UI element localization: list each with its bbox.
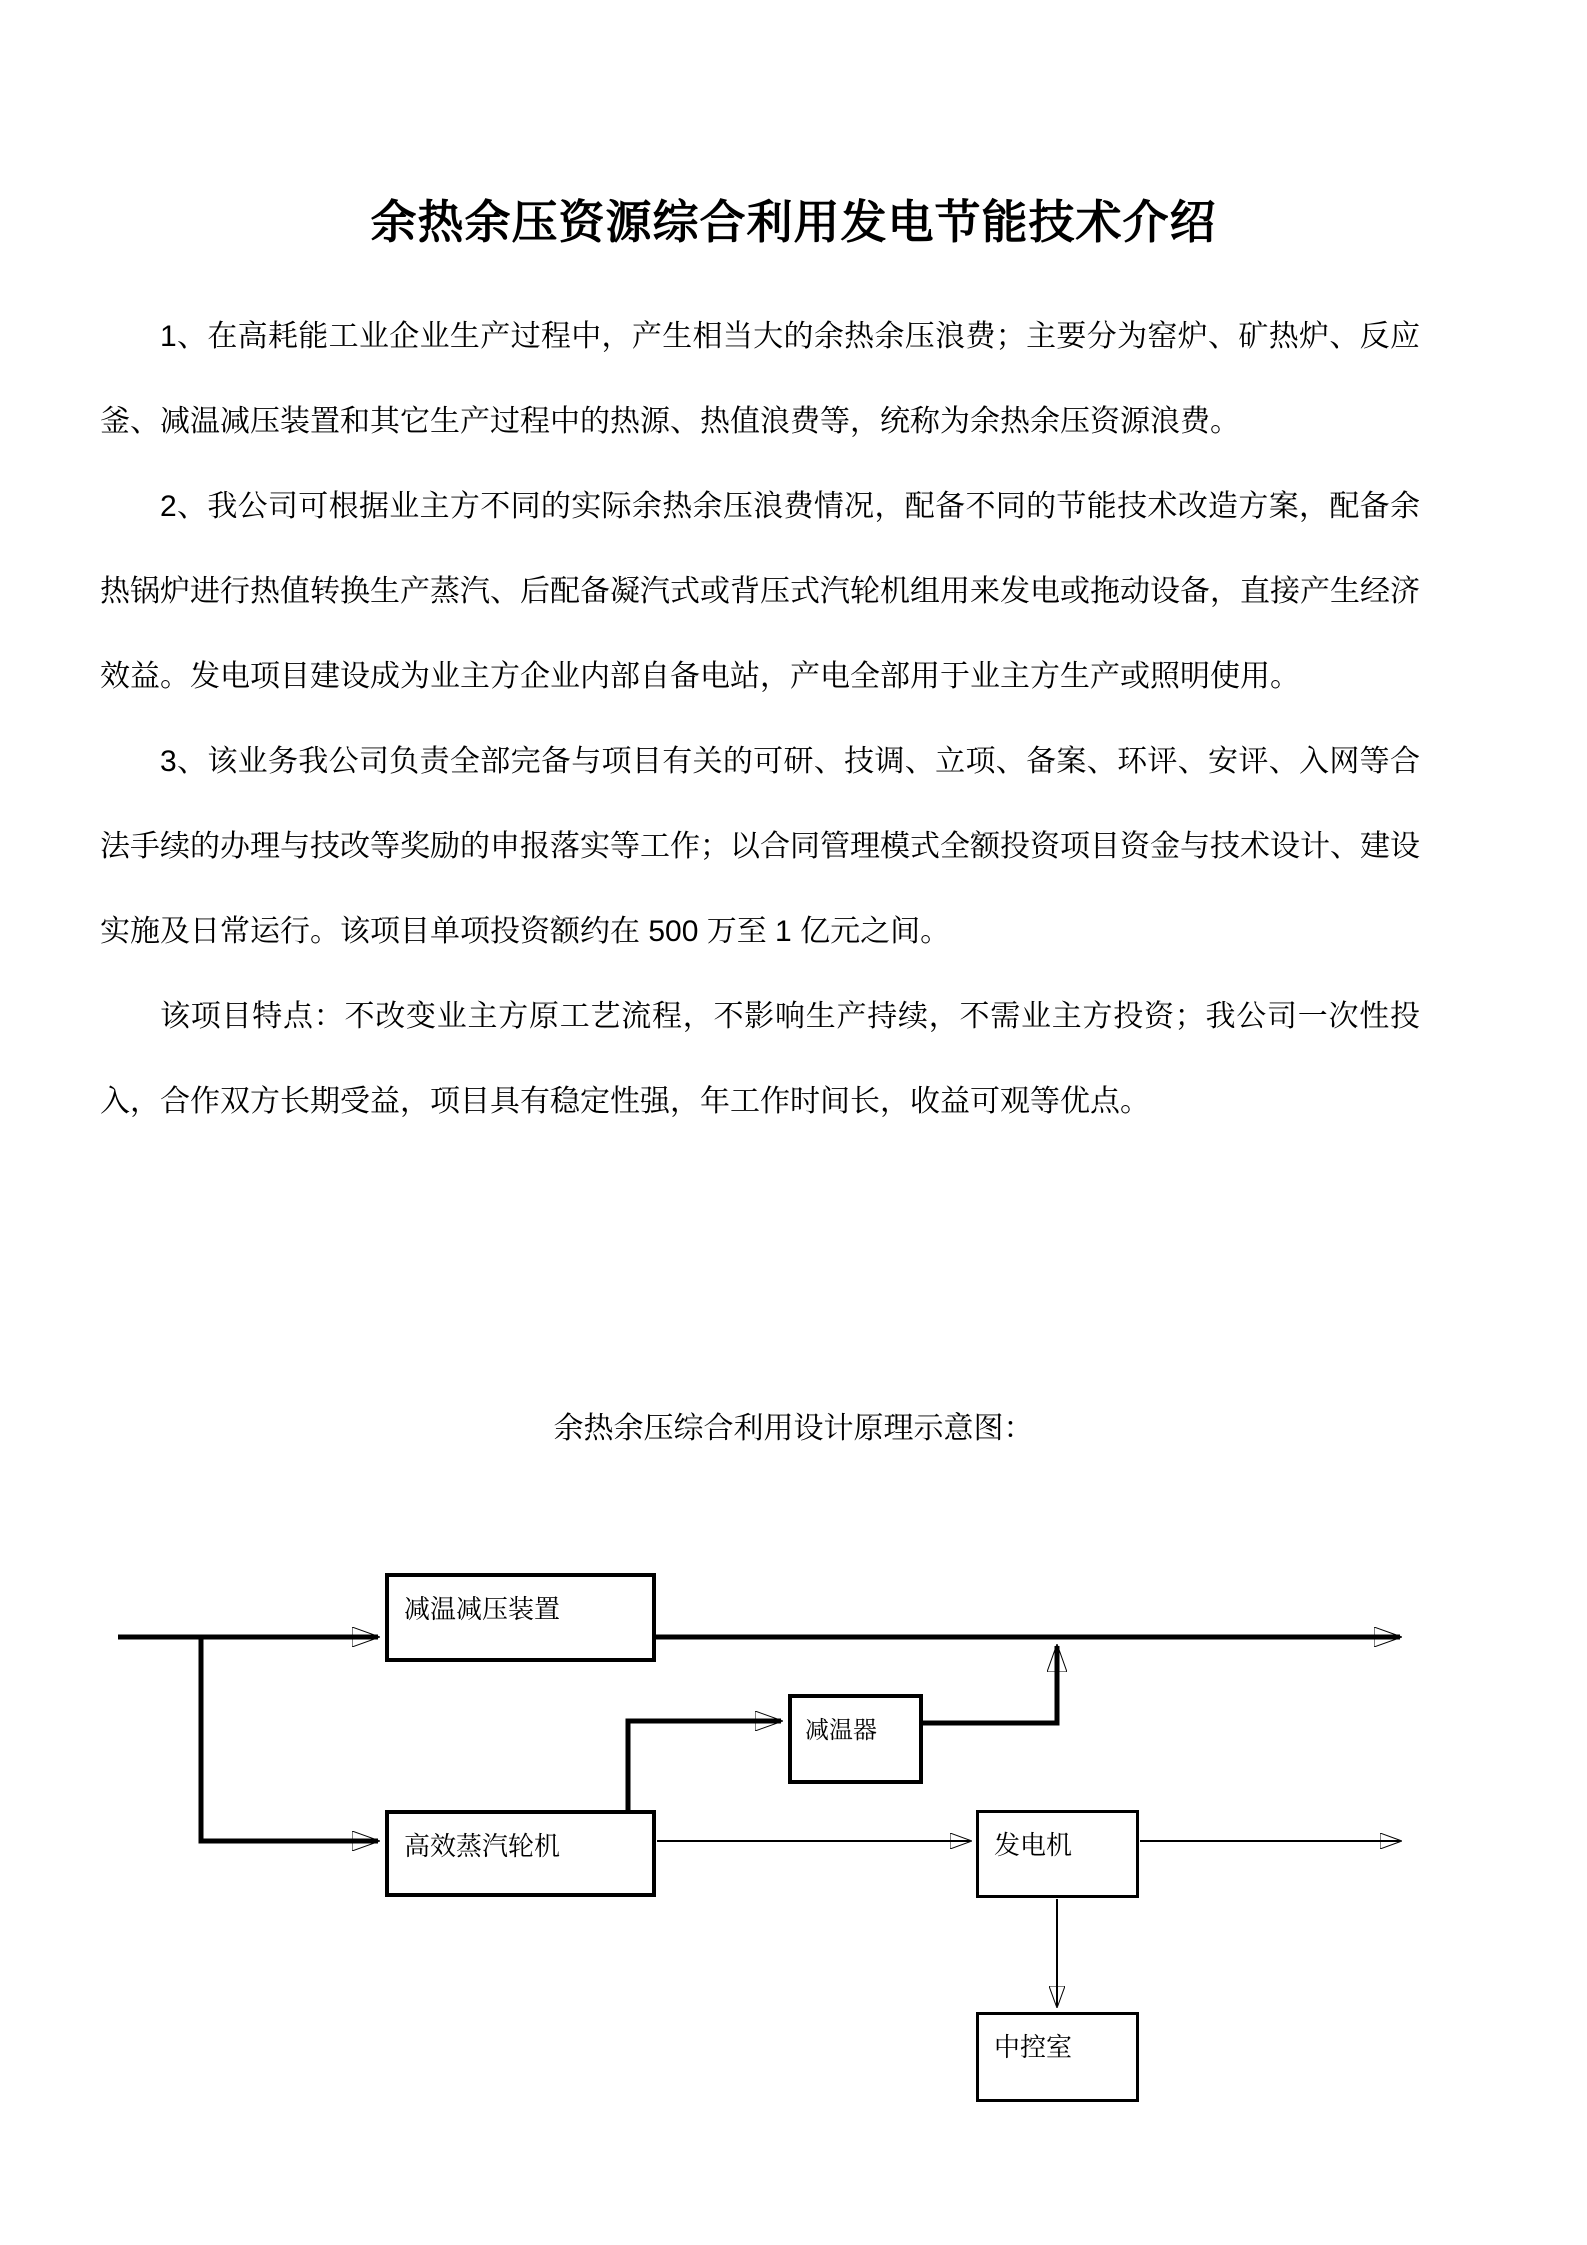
paragraph-4: 该项目特点：不改变业主方原工艺流程，不影响生产持续，不需业主方投资；我公司一次性投入，合作双方长期受益，项目具有稳定性强，年工作时间长，收益可观等优点。 [100, 1000, 1420, 1118]
box-label-steam-turbine: 高效蒸汽轮机 [404, 1831, 561, 1861]
box-label-control-room: 中控室 [994, 2032, 1073, 2062]
diagram-caption: 余热余压综合利用设计原理示意图： [553, 1412, 1034, 1445]
page-title: 余热余压资源综合利用发电节能技术介绍 [370, 196, 1217, 248]
arrow-branch-to-steam-turbine [201, 1637, 378, 1841]
box-label-attemperator: 减温器 [805, 1717, 877, 1744]
diagram-box-pressure-reducing-device [385, 1573, 656, 1662]
box-label-generator: 发电机 [994, 1830, 1073, 1860]
paragraph-2: 2、我公司可根据业主方不同的实际余热余压浪费情况，配备不同的节能技术改造方案，配备余热锅炉进行热值转换生产蒸汽、后配备凝汽式或背压式汽轮机组用来发电或拖动设备，直接产生经济效益。发电项目建设成为业主方企业内部自备电站，产电全部用于业主方生产或照明使用。 [100, 490, 1420, 693]
paragraph-1: 1、在高耗能工业企业生产过程中，产生相当大的余热余压浪费；主要分为窑炉、矿热炉、反应釜、减温减压装置和其它生产过程中的热源、热值浪费等，统称为余热余压资源浪费。 [100, 320, 1420, 438]
diagram-box-control-room [976, 2012, 1139, 2102]
box-label-pressure-reducing-device: 减温减压装置 [404, 1594, 561, 1624]
arrow-attemperator-to-main-line [923, 1646, 1057, 1723]
paragraph-3: 3、该业务我公司负责全部完备与项目有关的可研、技调、立项、备案、环评、安评、入网等合法手续的办理与技改等奖励的申报落实等工作；以合同管理模式全额投资项目资金与技术设计、建设实施及日常运行。该项目单项投资额约在 500 万至 1 亿元之间。 [100, 745, 1420, 948]
diagram-box-steam-turbine [385, 1810, 656, 1897]
arrow-turbine-to-attemperator [628, 1721, 781, 1812]
diagram-box-generator [976, 1810, 1139, 1898]
diagram-box-attemperator [788, 1694, 923, 1784]
